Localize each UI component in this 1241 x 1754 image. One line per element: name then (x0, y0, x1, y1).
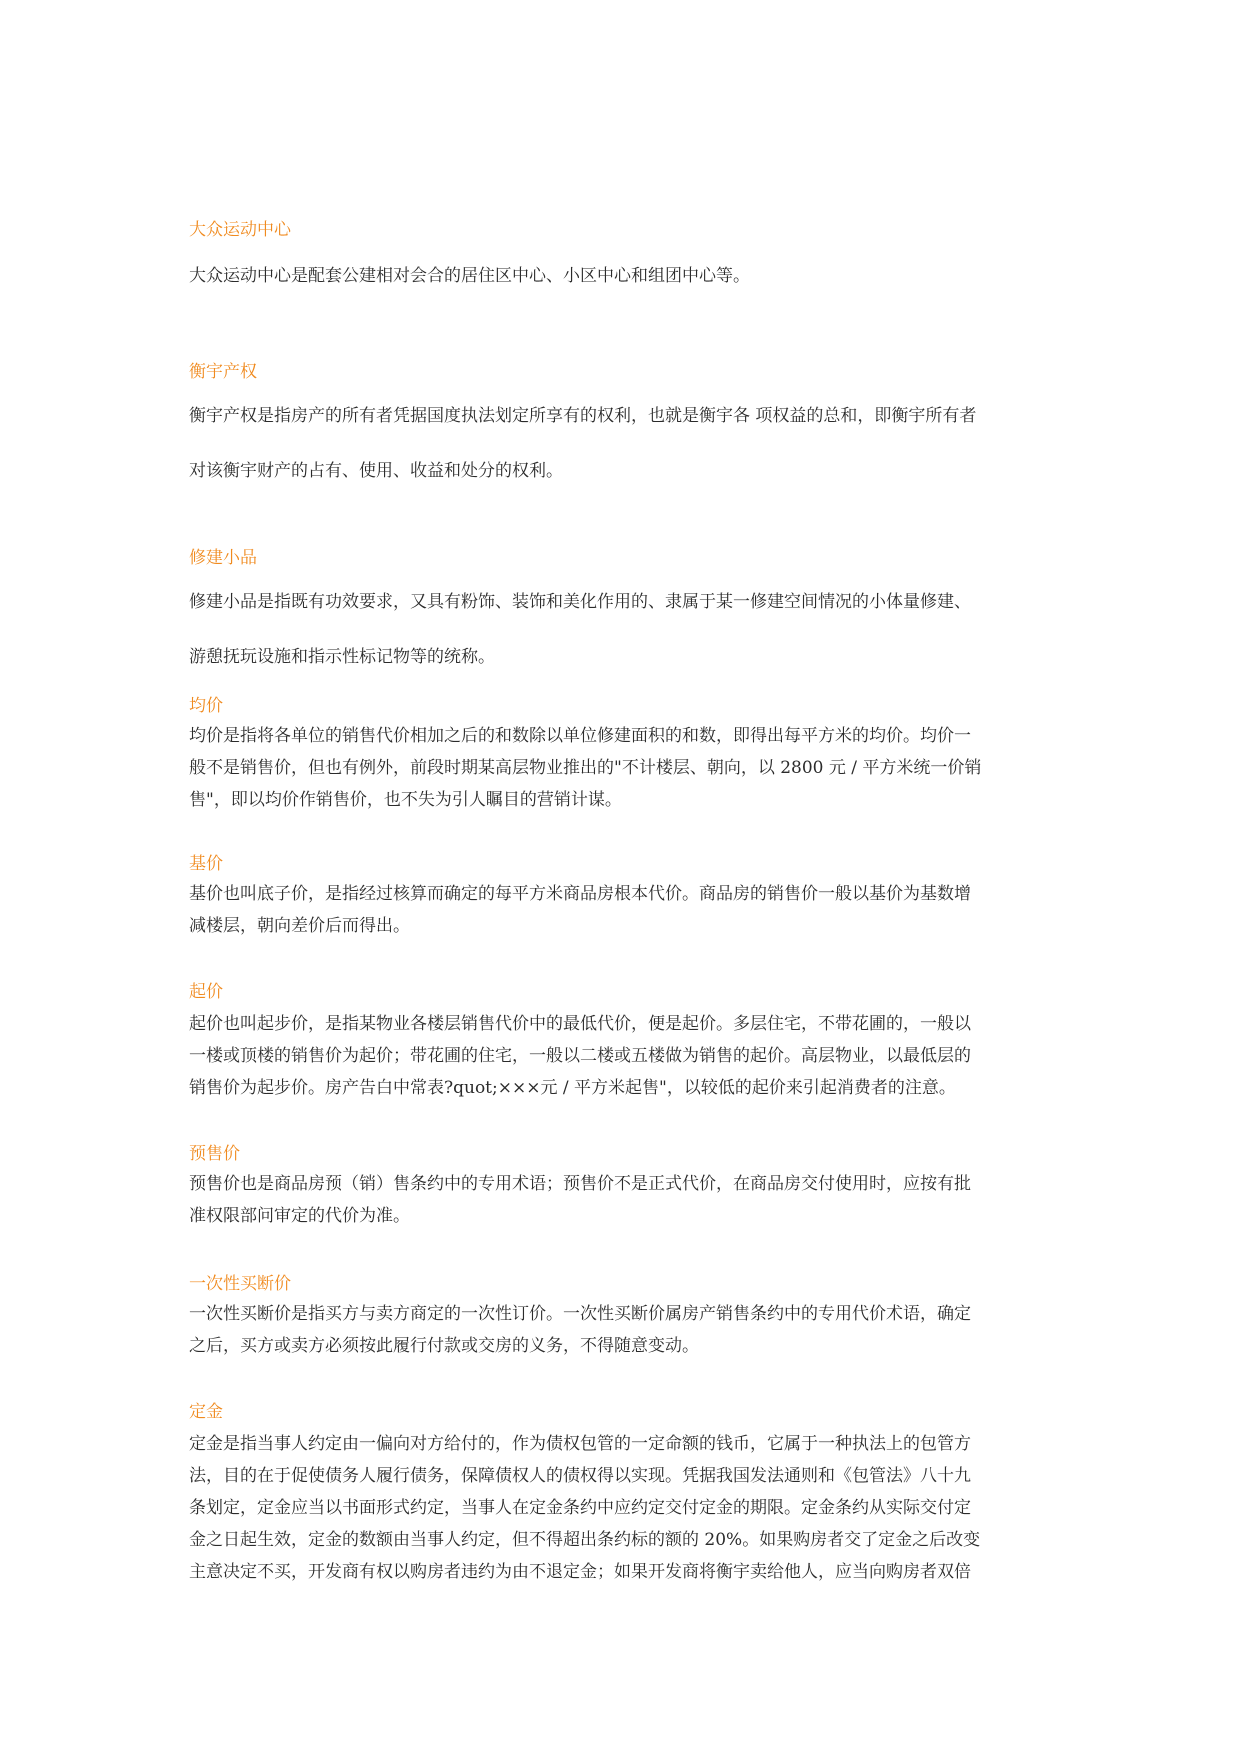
text-line: 游憩抚玩设施和指示性标记物等的统称。 (189, 647, 495, 667)
section-body-presale-price (189, 1172, 1059, 1228)
section-body-average-price (189, 724, 1059, 812)
text-line: 减楼层，朝向差价后而得出。 (189, 916, 410, 936)
text-line: 销售价为起步价。房产告白中常表?quot;×××元 / 平方米起售"，以较低的起价来引起消费者的注意。 (189, 1078, 956, 1098)
text-line: 大众运动中心是配套公建相对会合的居住区中心、小区中心和组团中心等。 (189, 266, 750, 286)
section-title-average-price: 均价 (189, 696, 223, 716)
text-line: 修建小品是指既有功效要求，又具有粉饰、装饰和美化作用的、隶属于某一修建空间情况的小体量修建、 (189, 592, 971, 612)
text-line: 条划定，定金应当以书面形式约定，当事人在定金条约中应约定交付定金的期限。定金条约从实际交付定 (189, 1498, 971, 1518)
section-title-base-price: 基价 (189, 854, 223, 874)
text-line: 衡宇产权是指房产的所有者凭据国度执法划定所享有的权利，也就是衡宇各 项权益的总和，即衡宇所有者 (189, 406, 977, 426)
section-title-architectural-sketches: 修建小品 (189, 548, 257, 568)
section-title-presale-price: 预售价 (189, 1144, 240, 1164)
text-line: 之后，买方或卖方必须按此履行付款或交房的义务，不得随意变动。 (189, 1336, 699, 1356)
text-line: 起价也叫起步价，是指某物业各楼层销售代价中的最低代价，便是起价。多层住宅，不带花圃的，一般以 (189, 1014, 971, 1034)
section-body-property-rights (189, 404, 1059, 483)
text-line: 般不是销售价，但也有例外，前段时期某高层物业推出的"不计楼层、朝向，以 2800 元 / 平方米统一价销 (189, 758, 982, 778)
text-line: 法，目的在于促使债务人履行债务，保障债权人的债权得以实现。凭据我国发法通则和《包管法》八十九 (189, 1466, 971, 1486)
text-line: 基价也叫底子价，是指经过核算而确定的每平方米商品房根本代价。商品房的销售价一般以基价为基数增 (189, 884, 971, 904)
section-title-property-rights: 衡宇产权 (189, 362, 257, 382)
section-title-deposit: 定金 (189, 1402, 223, 1422)
text-line: 对该衡宇财产的占有、使用、收益和处分的权利。 (189, 461, 563, 481)
text-line: 定金是指当事人约定由一偏向对方给付的，作为债权包管的一定命额的钱币，它属于一种执法上的包管方 (189, 1434, 971, 1454)
section-title-public-sports-center: 大众运动中心 (189, 220, 291, 240)
section-body-public-sports-center (189, 264, 1059, 288)
section-body-one-time-buyout-price (189, 1302, 1059, 1358)
text-line: 准权限部问审定的代价为准。 (189, 1206, 410, 1226)
text-line: 均价是指将各单位的销售代价相加之后的和数除以单位修建面积的和数，即得出每平方米的均价。均价一 (189, 726, 971, 746)
section-title-starting-price: 起价 (189, 982, 223, 1002)
section-body-architectural-sketches (189, 590, 1059, 669)
text-line: 售"，即以均价作销售价，也不失为引人瞩目的营销计谋。 (189, 790, 622, 810)
text-line: 金之日起生效，定金的数额由当事人约定，但不得超出条约标的额的 20%。如果购房者交了定金之后改变 (189, 1530, 981, 1550)
text-line: 一次性买断价是指买方与卖方商定的一次性订价。一次性买断价属房产销售条约中的专用代价术语，确定 (189, 1304, 971, 1324)
text-line: 主意决定不买，开发商有权以购房者违约为由不退定金；如果开发商将衡宇卖给他人，应当向购房者双倍 (189, 1562, 971, 1582)
section-body-starting-price (189, 1012, 1059, 1100)
section-title-one-time-buyout-price: 一次性买断价 (189, 1274, 291, 1294)
section-body-deposit (189, 1432, 1059, 1584)
text-line: 预售价也是商品房预（销）售条约中的专用术语；预售价不是正式代价，在商品房交付使用时，应按有批 (189, 1174, 971, 1194)
section-body-base-price (189, 882, 1059, 938)
text-line: 一楼或顶楼的销售价为起价；带花圃的住宅，一般以二楼或五楼做为销售的起价。高层物业，以最低层的 (189, 1046, 971, 1066)
